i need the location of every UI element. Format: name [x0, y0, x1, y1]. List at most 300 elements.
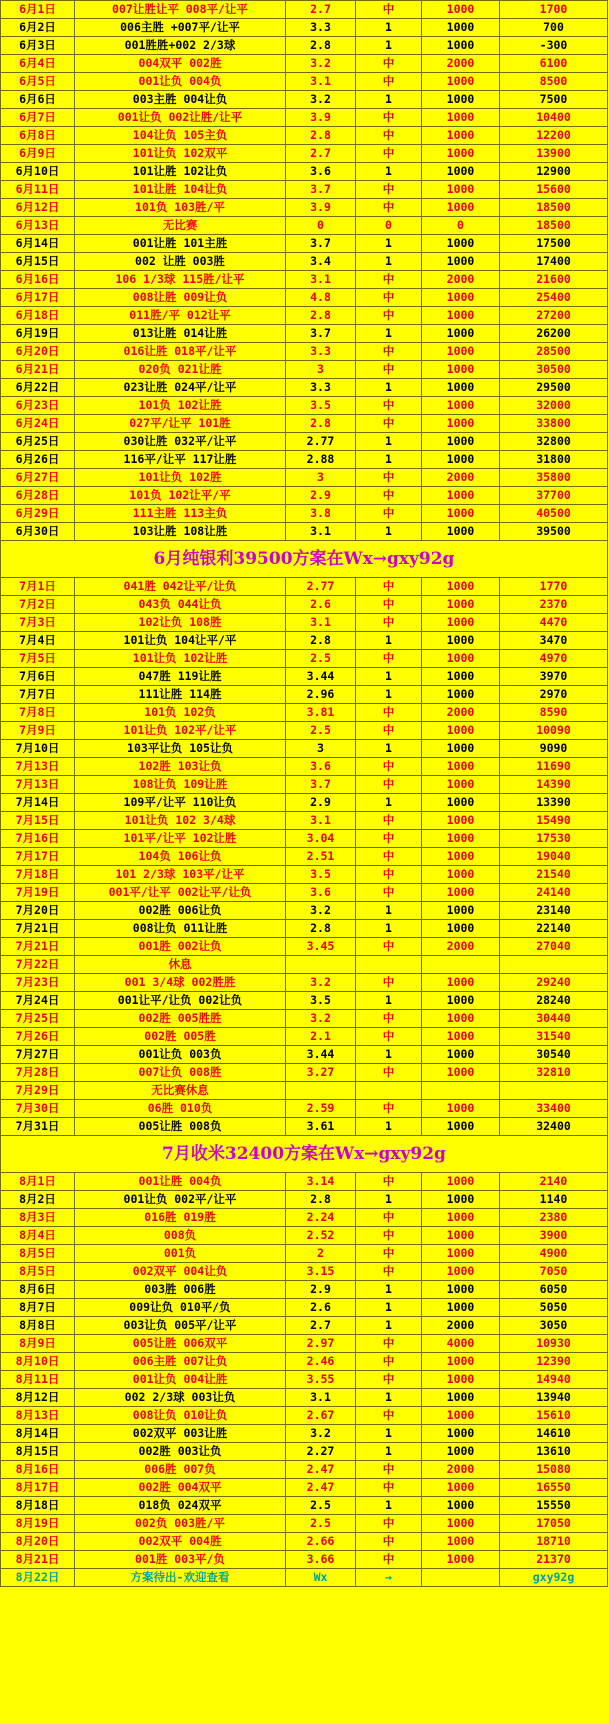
date-cell: 7月14日	[1, 794, 75, 812]
table-row	[1, 578, 608, 596]
table-row	[1, 902, 608, 920]
table-row	[1, 19, 608, 37]
bets-cell: 001 3/4球 002胜胜	[75, 974, 286, 992]
result-cell: 中	[356, 343, 422, 361]
date-cell: 6月21日	[1, 361, 75, 379]
bets-cell: 016胜 019胜	[75, 1209, 286, 1227]
bets-cell: 104让负 105主负	[75, 127, 286, 145]
total-cell: 7050	[500, 1263, 608, 1281]
result-cell: 1	[356, 668, 422, 686]
result-cell: 1	[356, 451, 422, 469]
date-cell: 8月1日	[1, 1173, 75, 1191]
table-row	[1, 235, 608, 253]
date-cell: 8月12日	[1, 1389, 75, 1407]
result-cell: 中	[356, 758, 422, 776]
result-cell: 中	[356, 974, 422, 992]
bets-cell: 047胜 119让胜	[75, 668, 286, 686]
total-cell: 13900	[500, 145, 608, 163]
stake-cell: 1000	[422, 127, 500, 145]
bets-cell: 109平/让平 110让负	[75, 794, 286, 812]
total-cell: 30440	[500, 1010, 608, 1028]
date-cell: 6月27日	[1, 469, 75, 487]
odds-cell: 2.97	[286, 1335, 356, 1353]
result-cell: 1	[356, 325, 422, 343]
stake-cell: 1000	[422, 902, 500, 920]
odds-cell: 3.04	[286, 830, 356, 848]
result-cell: 中	[356, 1173, 422, 1191]
table-row	[1, 1227, 608, 1245]
stake-cell: 1000	[422, 289, 500, 307]
bets-cell: 027平/让平 101胜	[75, 415, 286, 433]
total-cell: 6100	[500, 55, 608, 73]
odds-cell: 3.1	[286, 523, 356, 541]
date-cell: 8月5日	[1, 1263, 75, 1281]
odds-cell: 2.27	[286, 1443, 356, 1461]
table-row	[1, 1263, 608, 1281]
table-row	[1, 920, 608, 938]
stake-cell: 2000	[422, 469, 500, 487]
date-cell: 7月1日	[1, 578, 75, 596]
total-cell: 14390	[500, 776, 608, 794]
stake-cell: 1000	[422, 1281, 500, 1299]
stake-cell: 1000	[422, 1443, 500, 1461]
odds-cell: 3.8	[286, 505, 356, 523]
result-cell: 中	[356, 1533, 422, 1551]
odds-cell: 2.5	[286, 650, 356, 668]
date-cell: 6月23日	[1, 397, 75, 415]
bets-cell: 043负 044让负	[75, 596, 286, 614]
date-cell: 8月18日	[1, 1497, 75, 1515]
month-summary: 7月收米32400方案在Wx→gxy92g	[1, 1136, 608, 1173]
total-cell: 14940	[500, 1371, 608, 1389]
table-row	[1, 433, 608, 451]
result-cell: 1	[356, 433, 422, 451]
bets-cell: 002胜 005胜	[75, 1028, 286, 1046]
odds-cell: 0	[286, 217, 356, 235]
stake-cell: 1000	[422, 632, 500, 650]
result-cell: 1	[356, 1118, 422, 1136]
result-cell: 中	[356, 1227, 422, 1245]
odds-cell: 2.1	[286, 1028, 356, 1046]
stake-cell: 1000	[422, 974, 500, 992]
total-cell: 17530	[500, 830, 608, 848]
odds-cell: 3.2	[286, 1010, 356, 1028]
bets-cell: 001负	[75, 1245, 286, 1263]
result-cell: 1	[356, 163, 422, 181]
odds-cell: 4.8	[286, 289, 356, 307]
stake-cell: 2000	[422, 1461, 500, 1479]
month-summary: 6月纯银利39500方案在Wx→gxy92g	[1, 541, 608, 578]
total-cell: 37700	[500, 487, 608, 505]
stake-cell: 1000	[422, 235, 500, 253]
stake-cell: 1000	[422, 1425, 500, 1443]
stake-cell	[422, 1082, 500, 1100]
total-cell: 2380	[500, 1209, 608, 1227]
bets-cell: 008让胜 009让负	[75, 289, 286, 307]
result-cell: 1	[356, 91, 422, 109]
date-cell: 6月9日	[1, 145, 75, 163]
stake-cell: 1000	[422, 145, 500, 163]
stake-cell: 2000	[422, 1317, 500, 1335]
odds-cell: 3.2	[286, 55, 356, 73]
date-cell: 7月16日	[1, 830, 75, 848]
odds-cell: 3.4	[286, 253, 356, 271]
date-cell: 8月13日	[1, 1407, 75, 1425]
result-cell: 1	[356, 920, 422, 938]
date-cell: 6月11日	[1, 181, 75, 199]
footer-result-cell: →	[356, 1569, 422, 1587]
odds-cell: 3.9	[286, 199, 356, 217]
odds-cell: 2.59	[286, 1100, 356, 1118]
bets-cell: 002胜 006让负	[75, 902, 286, 920]
stake-cell: 1000	[422, 1, 500, 19]
summary-row	[1, 541, 608, 578]
date-cell: 8月17日	[1, 1479, 75, 1497]
date-cell: 7月26日	[1, 1028, 75, 1046]
stake-cell: 1000	[422, 523, 500, 541]
footer-date-cell: 8月22日	[1, 1569, 75, 1587]
total-cell: 13940	[500, 1389, 608, 1407]
total-cell: 2140	[500, 1173, 608, 1191]
total-cell: 22140	[500, 920, 608, 938]
result-cell	[356, 1082, 422, 1100]
result-cell: 1	[356, 1425, 422, 1443]
stake-cell: 1000	[422, 596, 500, 614]
odds-cell: 3.6	[286, 884, 356, 902]
result-cell: 中	[356, 289, 422, 307]
date-cell: 7月20日	[1, 902, 75, 920]
total-cell: 18500	[500, 199, 608, 217]
table-row	[1, 91, 608, 109]
stake-cell: 1000	[422, 722, 500, 740]
total-cell: 10090	[500, 722, 608, 740]
odds-cell: 2.47	[286, 1479, 356, 1497]
date-cell: 6月24日	[1, 415, 75, 433]
date-cell: 6月26日	[1, 451, 75, 469]
date-cell: 6月28日	[1, 487, 75, 505]
total-cell: 10930	[500, 1335, 608, 1353]
table-row	[1, 1353, 608, 1371]
stake-cell: 1000	[422, 668, 500, 686]
bets-cell: 103让胜 108让胜	[75, 523, 286, 541]
stake-cell: 2000	[422, 55, 500, 73]
date-cell: 8月8日	[1, 1317, 75, 1335]
odds-cell: 2.6	[286, 1299, 356, 1317]
table-row	[1, 1100, 608, 1118]
stake-cell: 1000	[422, 614, 500, 632]
result-cell: 中	[356, 1461, 422, 1479]
bets-cell: 002负 003胜/平	[75, 1515, 286, 1533]
table-row	[1, 1082, 608, 1100]
total-cell: 27200	[500, 307, 608, 325]
stake-cell: 1000	[422, 199, 500, 217]
table-row	[1, 1281, 608, 1299]
stake-cell: 1000	[422, 1028, 500, 1046]
result-cell: 中	[356, 1209, 422, 1227]
bets-cell: 023让胜 024平/让平	[75, 379, 286, 397]
bets-cell: 111主胜 113主负	[75, 505, 286, 523]
result-cell: 1	[356, 1497, 422, 1515]
total-cell: 31540	[500, 1028, 608, 1046]
stake-cell: 1000	[422, 1371, 500, 1389]
table-row	[1, 1551, 608, 1569]
odds-cell: 2.51	[286, 848, 356, 866]
bets-cell: 002双平 004胜	[75, 1533, 286, 1551]
total-cell: 17400	[500, 253, 608, 271]
results-table-body	[1, 1, 608, 1587]
bets-cell: 020负 021让胜	[75, 361, 286, 379]
stake-cell: 1000	[422, 1407, 500, 1425]
table-row	[1, 1064, 608, 1082]
total-cell: 33800	[500, 415, 608, 433]
date-cell: 7月31日	[1, 1118, 75, 1136]
stake-cell: 1000	[422, 812, 500, 830]
date-cell: 8月2日	[1, 1191, 75, 1209]
odds-cell: 3.27	[286, 1064, 356, 1082]
bets-cell: 101让胜 104让负	[75, 181, 286, 199]
table-row	[1, 650, 608, 668]
total-cell: 35800	[500, 469, 608, 487]
date-cell: 6月8日	[1, 127, 75, 145]
stake-cell: 1000	[422, 19, 500, 37]
stake-cell: 1000	[422, 1533, 500, 1551]
total-cell: 15490	[500, 812, 608, 830]
odds-cell: 2.24	[286, 1209, 356, 1227]
stake-cell: 1000	[422, 1209, 500, 1227]
bets-cell: 002胜 005胜胜	[75, 1010, 286, 1028]
stake-cell: 1000	[422, 163, 500, 181]
bets-cell: 003让负 005平/让平	[75, 1317, 286, 1335]
stake-cell: 1000	[422, 1389, 500, 1407]
odds-cell: 3	[286, 469, 356, 487]
result-cell: 中	[356, 1028, 422, 1046]
table-row	[1, 1028, 608, 1046]
result-cell: 1	[356, 1191, 422, 1209]
total-cell: 3470	[500, 632, 608, 650]
bets-cell: 001胜 003平/负	[75, 1551, 286, 1569]
table-row	[1, 271, 608, 289]
table-row	[1, 343, 608, 361]
date-cell: 8月11日	[1, 1371, 75, 1389]
table-row	[1, 199, 608, 217]
table-row	[1, 1425, 608, 1443]
date-cell: 7月21日	[1, 920, 75, 938]
date-cell: 7月18日	[1, 866, 75, 884]
odds-cell: 3.3	[286, 19, 356, 37]
table-row	[1, 866, 608, 884]
bets-cell: 101负 102让平/平	[75, 487, 286, 505]
result-cell: 中	[356, 1263, 422, 1281]
stake-cell: 0	[422, 217, 500, 235]
table-row	[1, 1317, 608, 1335]
odds-cell: 2.46	[286, 1353, 356, 1371]
stake-cell: 1000	[422, 740, 500, 758]
date-cell: 6月15日	[1, 253, 75, 271]
odds-cell: 2.9	[286, 1281, 356, 1299]
stake-cell: 1000	[422, 343, 500, 361]
date-cell: 7月22日	[1, 956, 75, 974]
odds-cell: 3.44	[286, 668, 356, 686]
stake-cell: 1000	[422, 379, 500, 397]
result-cell: 中	[356, 722, 422, 740]
odds-cell: 3.7	[286, 181, 356, 199]
bets-cell: 008让负 010让负	[75, 1407, 286, 1425]
footer-row	[1, 1569, 608, 1587]
bets-cell: 011胜/平 012让平	[75, 307, 286, 325]
bets-cell: 006主胜 007让负	[75, 1353, 286, 1371]
bets-cell: 001让负 004负	[75, 73, 286, 91]
result-cell: 中	[356, 199, 422, 217]
result-cell: 中	[356, 181, 422, 199]
date-cell: 6月18日	[1, 307, 75, 325]
table-row	[1, 1515, 608, 1533]
result-cell: 中	[356, 469, 422, 487]
result-cell: 中	[356, 1335, 422, 1353]
stake-cell: 1000	[422, 451, 500, 469]
stake-cell: 1000	[422, 776, 500, 794]
bets-cell: 006主胜 +007平/让平	[75, 19, 286, 37]
bets-cell: 001让胜 101主胜	[75, 235, 286, 253]
table-row	[1, 145, 608, 163]
date-cell: 8月10日	[1, 1353, 75, 1371]
date-cell: 6月20日	[1, 343, 75, 361]
odds-cell: 2.5	[286, 1515, 356, 1533]
odds-cell	[286, 1082, 356, 1100]
total-cell: 27040	[500, 938, 608, 956]
date-cell: 8月7日	[1, 1299, 75, 1317]
odds-cell: 2.8	[286, 37, 356, 55]
bets-cell: 111让胜 114胜	[75, 686, 286, 704]
result-cell: 1	[356, 1299, 422, 1317]
bets-cell: 101负 102负	[75, 704, 286, 722]
stake-cell: 4000	[422, 1335, 500, 1353]
odds-cell: 3.2	[286, 974, 356, 992]
odds-cell: 3.1	[286, 271, 356, 289]
odds-cell: 2.9	[286, 487, 356, 505]
odds-cell: 3.3	[286, 379, 356, 397]
total-cell: 32400	[500, 1118, 608, 1136]
total-cell: 3050	[500, 1317, 608, 1335]
odds-cell: 2.88	[286, 451, 356, 469]
result-cell: 中	[356, 1551, 422, 1569]
odds-cell: 2.77	[286, 578, 356, 596]
stake-cell: 1000	[422, 1100, 500, 1118]
table-row	[1, 596, 608, 614]
odds-cell: 2.8	[286, 307, 356, 325]
odds-cell: 3.2	[286, 902, 356, 920]
result-cell: 1	[356, 235, 422, 253]
date-cell: 8月9日	[1, 1335, 75, 1353]
date-cell: 6月22日	[1, 379, 75, 397]
table-row	[1, 1046, 608, 1064]
table-row	[1, 632, 608, 650]
total-cell: 11690	[500, 758, 608, 776]
result-cell: 中	[356, 397, 422, 415]
date-cell: 6月29日	[1, 505, 75, 523]
stake-cell: 1000	[422, 848, 500, 866]
bets-cell: 009让负 010平/负	[75, 1299, 286, 1317]
table-row	[1, 253, 608, 271]
result-cell: 1	[356, 686, 422, 704]
table-row	[1, 938, 608, 956]
date-cell: 7月10日	[1, 740, 75, 758]
bets-cell: 103平让负 105让负	[75, 740, 286, 758]
stake-cell: 1000	[422, 686, 500, 704]
result-cell: 中	[356, 884, 422, 902]
bets-cell: 休息	[75, 956, 286, 974]
odds-cell: 3.3	[286, 343, 356, 361]
stake-cell: 1000	[422, 253, 500, 271]
total-cell: 30500	[500, 361, 608, 379]
table-row	[1, 289, 608, 307]
date-cell: 8月16日	[1, 1461, 75, 1479]
stake-cell: 1000	[422, 1245, 500, 1263]
table-row	[1, 487, 608, 505]
stake-cell: 1000	[422, 433, 500, 451]
table-row	[1, 1497, 608, 1515]
odds-cell: 3	[286, 740, 356, 758]
odds-cell: 3.45	[286, 938, 356, 956]
bets-cell: 06胜 010负	[75, 1100, 286, 1118]
total-cell: 9090	[500, 740, 608, 758]
date-cell: 6月16日	[1, 271, 75, 289]
stake-cell: 1000	[422, 1353, 500, 1371]
stake-cell: 1000	[422, 758, 500, 776]
table-row	[1, 181, 608, 199]
date-cell: 6月6日	[1, 91, 75, 109]
bets-cell: 007让负 008胜	[75, 1064, 286, 1082]
stake-cell: 1000	[422, 37, 500, 55]
table-row	[1, 974, 608, 992]
odds-cell: 2.7	[286, 1317, 356, 1335]
total-cell: 1700	[500, 1, 608, 19]
bets-cell: 002 让胜 003胜	[75, 253, 286, 271]
stake-cell: 1000	[422, 1191, 500, 1209]
total-cell: 33400	[500, 1100, 608, 1118]
bets-cell: 101让负 102让胜	[75, 650, 286, 668]
result-cell: 1	[356, 1281, 422, 1299]
date-cell: 6月2日	[1, 19, 75, 37]
result-cell: 中	[356, 415, 422, 433]
date-cell: 8月3日	[1, 1209, 75, 1227]
total-cell: 12390	[500, 1353, 608, 1371]
odds-cell: 2.47	[286, 1461, 356, 1479]
result-cell: 中	[356, 1371, 422, 1389]
total-cell: 39500	[500, 523, 608, 541]
table-row	[1, 307, 608, 325]
stake-cell: 1000	[422, 884, 500, 902]
table-row	[1, 469, 608, 487]
result-cell: 中	[356, 145, 422, 163]
odds-cell: 3.5	[286, 397, 356, 415]
result-cell: 1	[356, 1389, 422, 1407]
result-cell: 1	[356, 632, 422, 650]
total-cell: 30540	[500, 1046, 608, 1064]
date-cell: 7月19日	[1, 884, 75, 902]
total-cell: 15600	[500, 181, 608, 199]
result-cell: 中	[356, 830, 422, 848]
odds-cell: 2.5	[286, 1497, 356, 1515]
odds-cell: 3.61	[286, 1118, 356, 1136]
total-cell: 19040	[500, 848, 608, 866]
total-cell: 14610	[500, 1425, 608, 1443]
total-cell: 1770	[500, 578, 608, 596]
bets-cell: 101 2/3球 103平/让平	[75, 866, 286, 884]
date-cell: 7月6日	[1, 668, 75, 686]
date-cell: 7月24日	[1, 992, 75, 1010]
total-cell	[500, 956, 608, 974]
table-row	[1, 379, 608, 397]
